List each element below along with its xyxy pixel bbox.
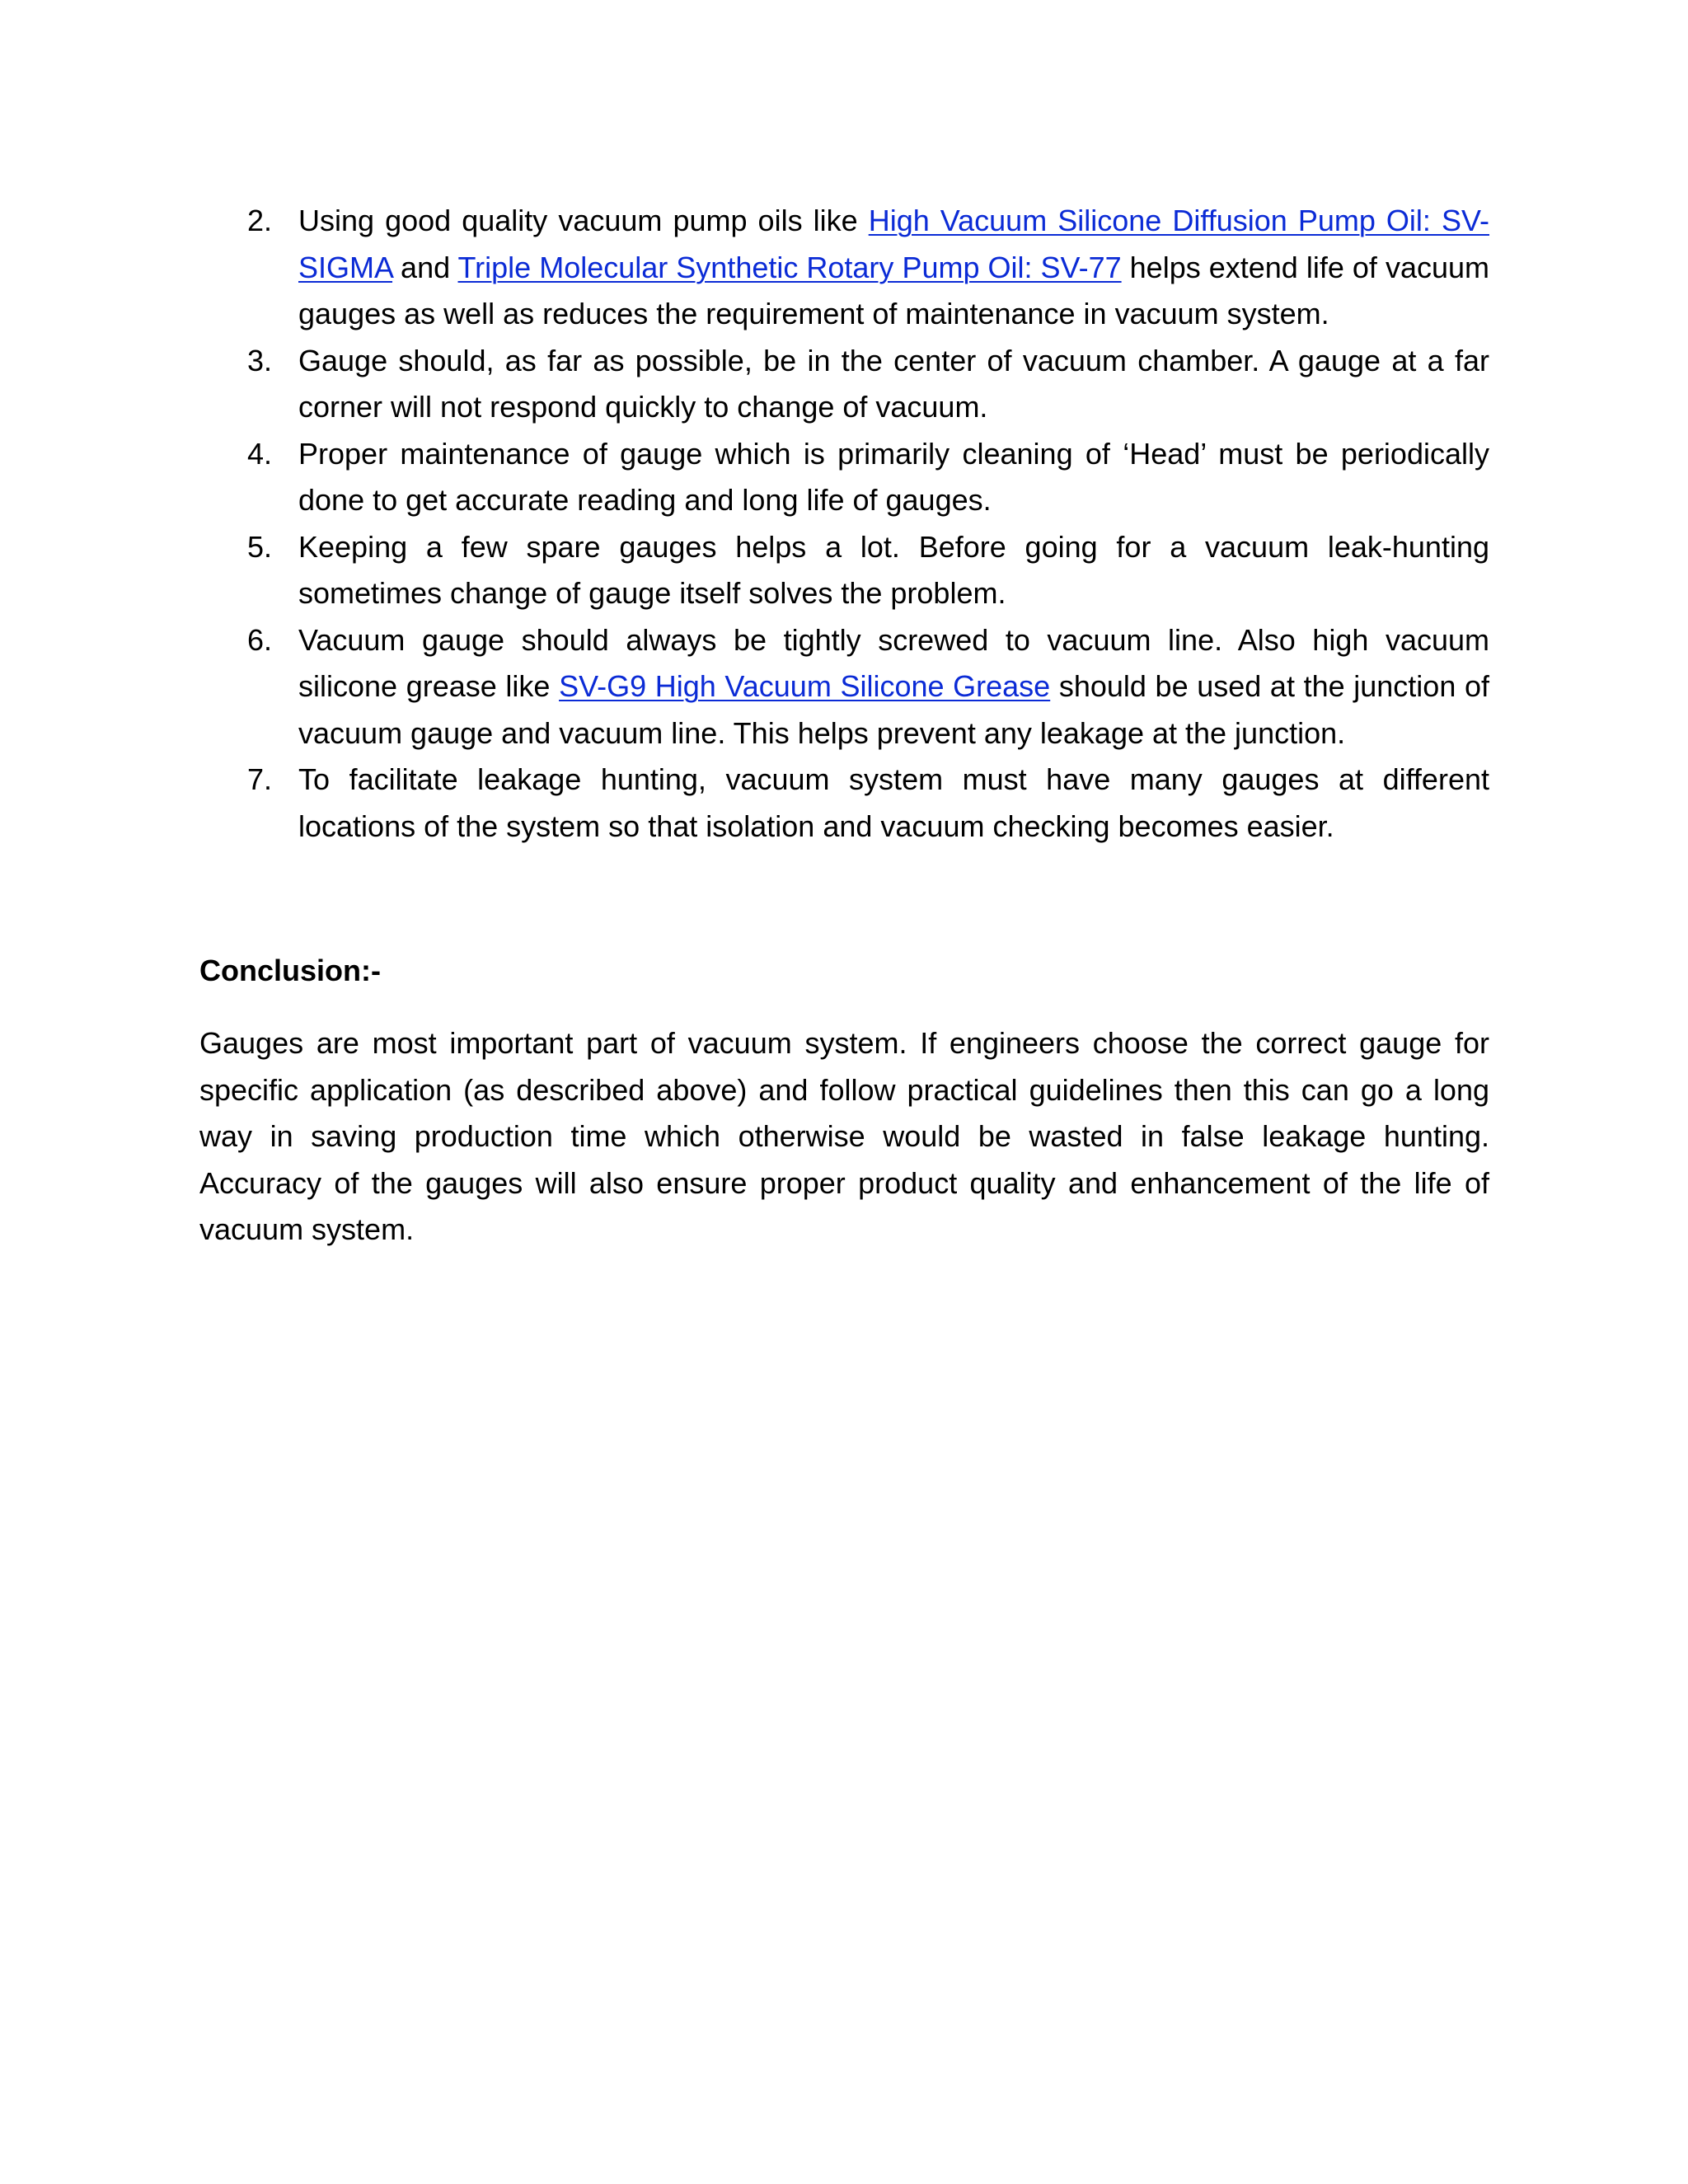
list-item-number: 4. — [247, 436, 273, 471]
list-item-text: Keeping a few spare gauges helps a lot. Before going for a vacuum leak-hunting sometimes change of gauge itself solves the problem. — [298, 529, 1489, 610]
list-item-text: and — [392, 250, 458, 284]
list-item-number: 7. — [247, 762, 273, 796]
list-item — [199, 757, 1489, 850]
list-item-text: should be used at the junction of vacuum gauge and vacuum line. This helps prevent any leakage at the junction. — [298, 669, 1489, 750]
list-item — [199, 431, 1489, 524]
sv-g9-grease-link[interactable]: SV-G9 High Vacuum Silicone Grease — [559, 669, 1051, 703]
list-item-number: 5. — [247, 529, 273, 564]
list-item — [199, 524, 1489, 617]
list-item-text: To facilitate leakage hunting, vacuum system must have many gauges at different locations of the system so that isolation and vacuum checking becomes easier. — [298, 762, 1489, 843]
list-item-number: 2. — [247, 204, 273, 237]
list-item-text: Using good quality vacuum pump oils like — [298, 204, 869, 237]
list-item-text: Proper maintenance of gauge which is primarily cleaning of ‘Head’ must be periodically done to get accurate reading and long life of gauges. — [298, 436, 1489, 517]
list-item-number: 3. — [247, 343, 273, 377]
list-item-text: helps extend life of vacuum gauges as well as reduces the requirement of maintenance in vacuum system. — [298, 250, 1489, 330]
page-content — [199, 198, 1490, 1246]
sv-sigma-link[interactable]: High Vacuum Silicone Diffusion Pump Oil: SV-SIGMA — [298, 204, 1490, 284]
sv-77-link[interactable]: Triple Molecular Synthetic Rotary Pump Oil: SV-77 — [457, 250, 1122, 284]
list-item — [199, 338, 1489, 431]
list-item-number: 6. — [247, 622, 273, 657]
conclusion-paragraph: Gauges are most important part of vacuum system. If engineers choose the correct gauge for specific application (as described above) and follow practical guidelines then this can go a long way in saving production time which otherwise would be wasted in false leakage hunting. Accuracy of the gauges will also ensure proper product quality and enhancement of the life of vacuum system. — [199, 1026, 1489, 1246]
list-item — [199, 617, 1489, 757]
guidelines-list — [199, 198, 1489, 850]
list-item-text: Gauge should, as far as possible, be in the center of vacuum chamber. A gauge at a far corner will not respond quickly to change of vacuum. — [298, 343, 1489, 424]
conclusion-heading: Conclusion:- — [199, 954, 381, 987]
list-item — [199, 198, 1489, 338]
list-item-text: Vacuum gauge should always be tightly screwed to vacuum line. Also high vacuum silicone grease like — [298, 622, 1489, 703]
